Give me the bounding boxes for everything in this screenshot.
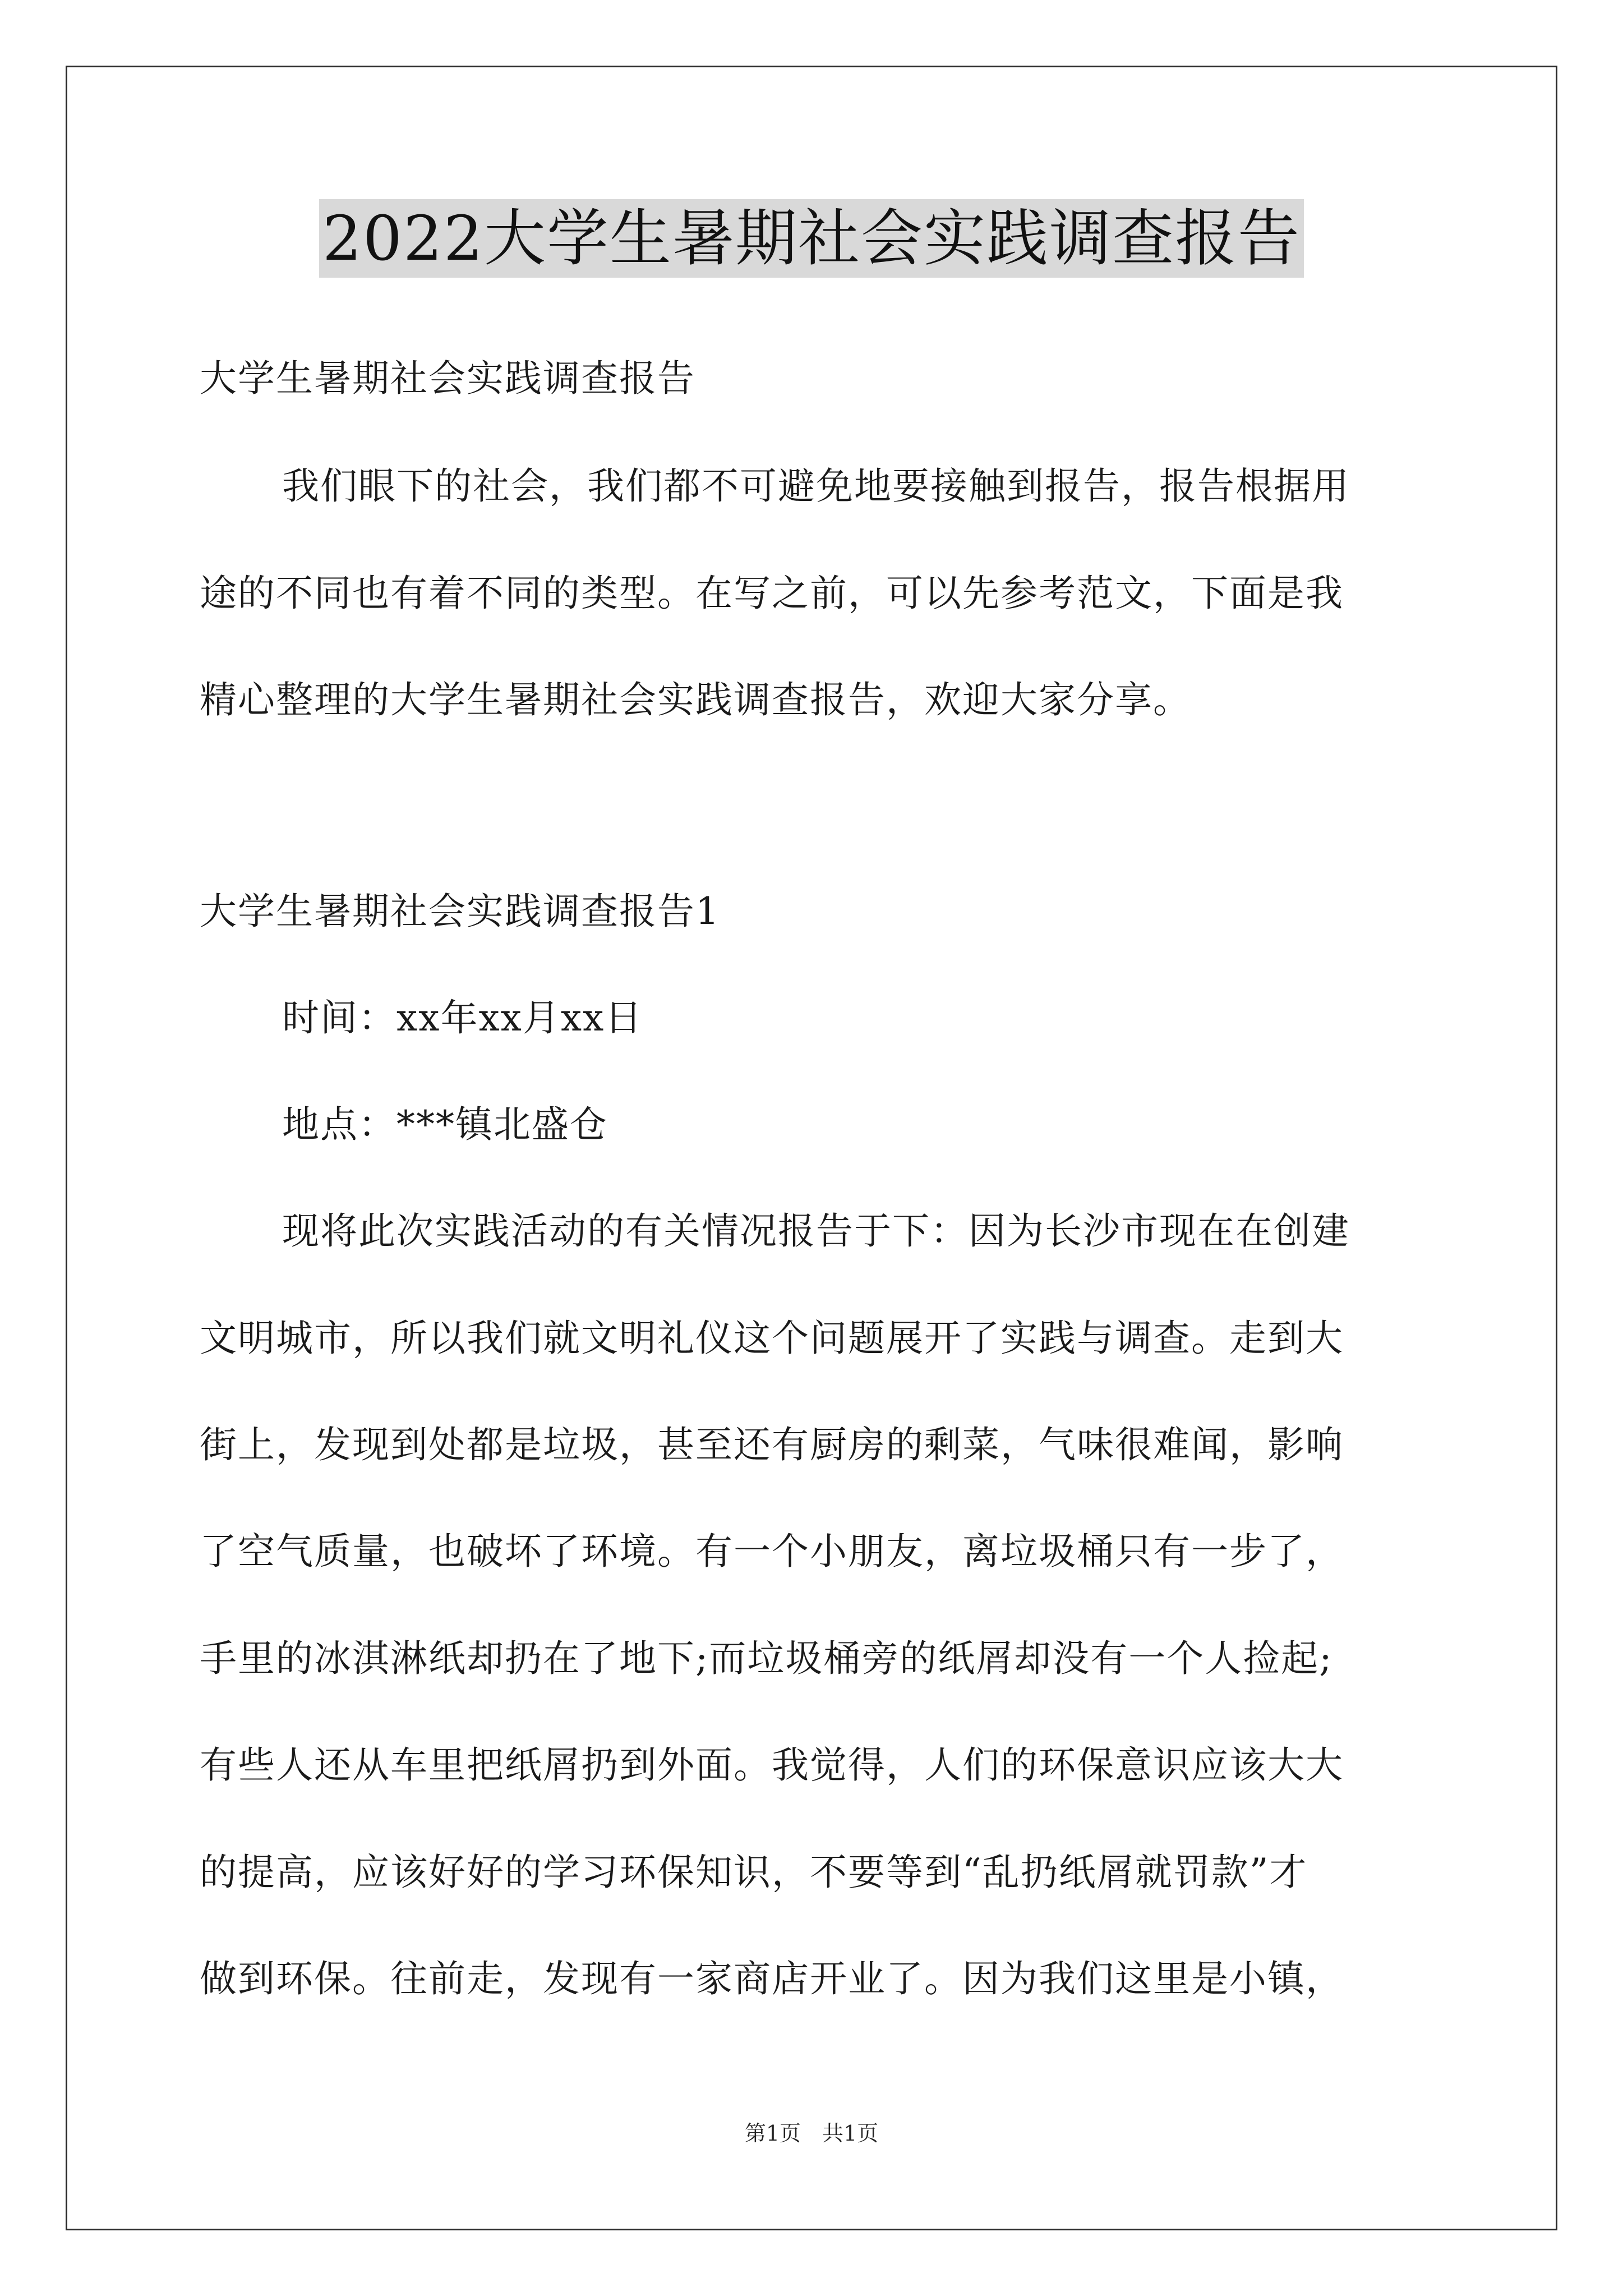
body-line: 手里的冰淇淋纸却扔在了地下;而垃圾桶旁的纸屑却没有一个人捡起; [200,1637,1333,1680]
body-line: 现将此次实践活动的有关情况报告于下：因为长沙市现在在创建 [282,1209,1350,1253]
body-line: 有些人还从车里把纸屑扔到外面。我觉得，人们的环保意识应该大大 [200,1743,1344,1787]
body-line: 做到环保。往前走，发现有一家商店开业了。因为我们这里是小镇， [200,1957,1344,2000]
subtitle: 大学生暑期社会实践调查报告 [200,357,695,400]
page-footer: 第1页 共1页 [744,2121,879,2146]
intro-line: 精心整理的大学生暑期社会实践调查报告，欢迎大家分享。 [200,678,1191,721]
body-line: 的提高，应该好好的学习环保知识，不要等到“乱扔纸屑就罚款”才 [200,1851,1308,1894]
body-line: 街上，发现到处都是垃圾，甚至还有厨房的剩菜，气味很难闻，影响 [200,1423,1344,1466]
document-title: 2022大学生暑期社会实践调查报告 [319,199,1304,278]
time-line: 时间：xx年xx月xx日 [282,996,643,1039]
body-line: 文明城市，所以我们就文明礼仪这个问题展开了实践与调查。走到大 [200,1317,1344,1360]
section-heading: 大学生暑期社会实践调查报告1 [200,890,720,933]
place-line: 地点：***镇北盛仓 [282,1103,608,1146]
intro-line: 我们眼下的社会，我们都不可避免地要接触到报告，报告根据用 [282,464,1350,508]
intro-line: 途的不同也有着不同的类型。在写之前，可以先参考范文，下面是我 [200,572,1344,615]
title-area [0,199,1623,278]
body-line: 了空气质量，也破坏了环境。有一个小朋友，离垃圾桶只有一步了， [200,1530,1344,1573]
